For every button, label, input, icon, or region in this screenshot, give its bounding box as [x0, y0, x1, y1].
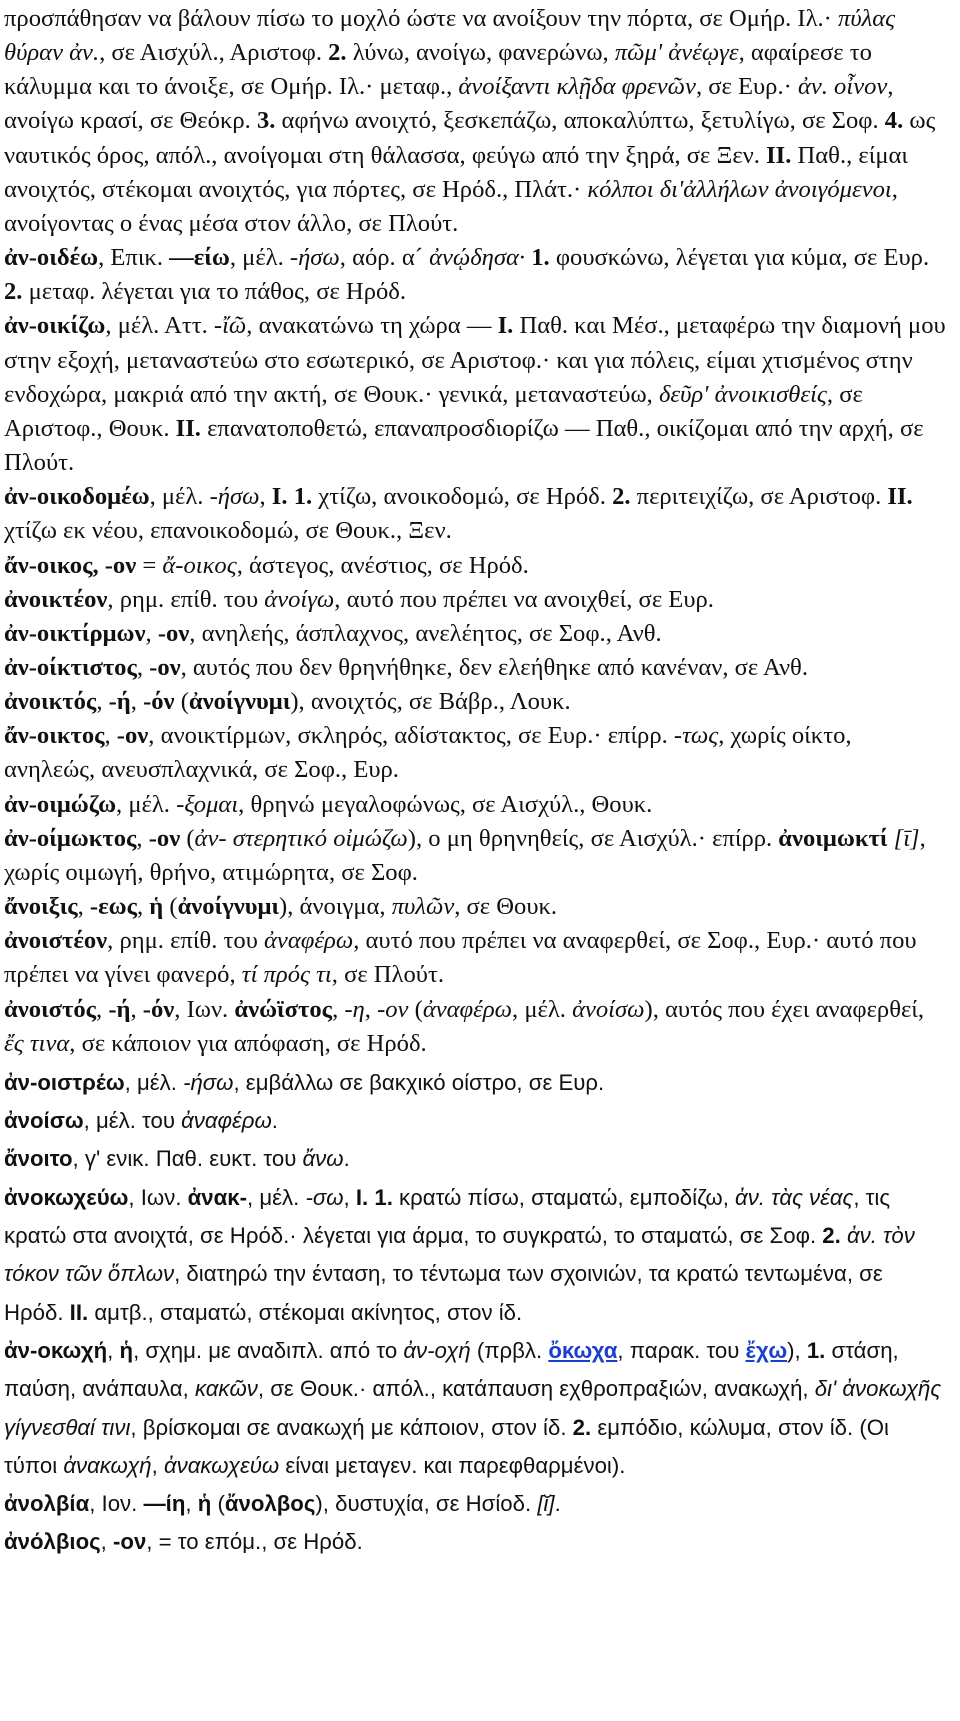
- entry-text: προσπάθησαν να βάλουν πίσω το μοχλό ώστε να ανοίξουν την πόρτα, σε Ομήρ. Ιλ.· πύλας θύραν ἀν., σε Αισχύλ., Αριστοφ. 2. λύνω, ανοίγω, φανερώνω, πῶμ' ἀνέῳγε, αφαίρεσε το κάλυμμα και το άνοιξε, σε Ομήρ. Ιλ.· μεταφ., ἀνοίξαντι κλῇδα φρενῶν, σε Ευρ.· ἀν. οἶνον, ανοίγω κρασί, σε Θεόκρ. 3. αφήνω ανοιχτό, ξεσκεπάζω, αποκαλύπτω, ξετυλίγω, σε Σοφ. 4. ως ναυτικός όρος, απόλ., ανοίγομαι στη θάλασσα, φεύγω από την ξηρά, σε Ξεν. II. Παθ., είμαι ανοιχτός, στέκομαι ανοιχτός, για πόρτες, σε Ηρόδ., Πλάτ.· κόλποι δι'ἀλλήλων ἀνοιγόμενοι, ανοίγοντας ο ένας μέσα στον άλλο, σε Πλούτ.: [4, 5, 936, 237]
- entry-an-oimoktos: [4, 822, 946, 890]
- entry-anoikteon: [4, 583, 946, 617]
- entry-anoisteon: [4, 924, 946, 992]
- entry-text: ἄνοιτο, γ' ενικ. Παθ. ευκτ. του ἄνω.: [4, 1146, 350, 1172]
- entry-text: ἀν-οικοδομέω, μέλ. -ήσω, I. 1. χτίζω, ανοικοδομώ, σε Ηρόδ. 2. περιτειχίζω, σε Αριστοφ. II. χτίζω εκ νέου, επανοικοδομώ, σε Θουκ., Ξεν.: [4, 483, 913, 545]
- entry-an-oistreo: [4, 1064, 946, 1102]
- entry-text: ἄν-οικτος, -ον, ανοικτίρμων, σκληρός, αδίστακτος, σε Ευρ.· επίρρ. -τως, χωρίς οίκτο, ανηλεώς, ανευσπλαχνικά, σε Σοφ., Ευρ.: [4, 722, 852, 784]
- dictionary-entries-serif: [4, 2, 946, 1061]
- entry-text: ἀνοιστέον, ρημ. επίθ. του ἀναφέρω, αυτό που πρέπει να αναφερθεί, σε Σοφ., Ευρ.· αυτό που πρέπει να γίνει φανερό, τί πρός τι, σε Πλούτ.: [4, 927, 917, 989]
- entry-text: ἀν-οικίζω, μέλ. Αττ. -ἴῶ, ανακατώνω τη χώρα — I. Παθ. και Μέσ., μεταφέρω την διαμονή μου στην εξοχή, μεταναστεύω στο εσωτερικό, σε Αριστοφ.· και για πόλεις, είμαι χτισμένος στην ενδοχώρα, μακριά από την ακτή, σε Θουκ.· γενικά, μεταναστεύω, δεῦρ' ἀνοικισθείς, σε Αριστοφ., Θουκ. II. επανατοποθετώ, επαναπροσδιορίζω — Παθ., οικίζομαι από την αρχή, σε Πλούτ.: [4, 312, 946, 477]
- entry-text: ἀνοιστός, -ή, -όν, Ιων. ἀνώϊστος, -η, -ον (ἀναφέρω, μέλ. ἀνοίσω), αυτός που έχει αναφερθεί, ἔς τινα, σε κάποιον για απόφαση, σε Ηρόδ.: [4, 995, 925, 1057]
- entry-text: ἀν-οιδέω, Επικ. —είω, μέλ. -ήσω, αόρ. α´ ἀνῴδησα· 1. φουσκώνω, λέγεται για κύμα, σε Ευρ. 2. μεταφ. λέγεται για το πάθος, σε Ηρόδ.: [4, 244, 930, 306]
- entry-text: ἀν-οίκτιστος, -ον, αυτός που δεν θρηνήθηκε, δεν ελεήθηκε από κανέναν, σε Ανθ.: [4, 653, 808, 681]
- entry-an-oikizo: [4, 309, 946, 480]
- entry-an-oiktistos: [4, 651, 946, 685]
- entry-text: ἄνοιξις, -εως, ἡ (ἀνοίγνυμι), άνοιγμα, πυλῶν, σε Θουκ.: [4, 893, 558, 921]
- entry-text: ἀνόλβιος, -ον, = το επόμ., σε Ηρόδ.: [4, 1529, 363, 1555]
- entry-an-oiktirmon: [4, 617, 946, 651]
- link-okoxa[interactable]: ὄκωχα: [548, 1337, 618, 1363]
- entry-an-okoxe: [4, 1332, 946, 1485]
- entry-anoiso: [4, 1102, 946, 1140]
- entry-text: ἀν-οίμωκτος, -ον (ἀν- στερητικό οἰμώζω), ο μη θρηνηθείς, σε Αισχύλ.· επίρρ. ἀνοιμωκτί [ῑ], χωρίς οιμωγή, θρήνο, ατιμώρητα, σε Σοφ.: [4, 824, 926, 886]
- entry-text: ἀνοικτέον, ρημ. επίθ. του ἀνοίγω, αυτό που πρέπει να ανοιχθεί, σε Ευρ.: [4, 585, 714, 613]
- entry-anoiktos: [4, 685, 946, 719]
- entry-text: ἀν-οικτίρμων, -ον, ανηλεής, άσπλαχνος, ανελέητος, σε Σοφ., Ανθ.: [4, 619, 662, 647]
- entry-text: ἀνοκωχεύω, Ιων. ἀνακ-, μέλ. -σω, I. 1. κρατώ πίσω, σταματώ, εμποδίζω, ἀν. τὰς νέας, τις κρατώ στα ανοιχτά, σε Ηρόδ.· λέγεται για άρμα, το συγκρατώ, το σταματώ, σε Σοφ. 2. ἀν. τὸν τόκον τῶν ὅπλων, διατηρώ την ένταση, το τέντωμα των σχοινιών, τα κρατώ τεντωμένα, σε Ηρόδ. II. αμτβ., σταματώ, στέκομαι ακίνητος, στον ίδ.: [4, 1184, 915, 1325]
- entry-anolbios: [4, 1523, 946, 1561]
- entry-anoixis: [4, 890, 946, 924]
- entry-anolbia: [4, 1485, 946, 1523]
- entry-an-oiktos: [4, 719, 946, 787]
- entry-text: ἀνοικτός, -ή, -όν (ἀνοίγνυμι), ανοιχτός, σε Βάβρ., Λουκ.: [4, 688, 571, 716]
- entry-an-oikodomeo: [4, 480, 946, 548]
- link-echo[interactable]: ἔχω: [745, 1337, 788, 1363]
- entry-text: ἀν-οκωχή, ἡ, σχημ. με αναδιπλ. από το ἀν-οχή (πρβλ. ὄκωχα, παρακ. του ἔχω), 1. στάση, παύση, ανάπαυλα, κακῶν, σε Θουκ.· απόλ., κατάπαυση εχθροπραξιών, ανακωχή, δι' ἀνοκωχῆς γίγνεσθαί τινι, βρίσκομαι σε ανακωχή με κάποιον, στον ίδ. 2. εμπόδιο, κώλυμα, στον ίδ. (Οι τύποι ἀνακωχή, ἀνακωχεύω είναι μεταγεν. και παρεφθαρμένοι).: [4, 1337, 942, 1478]
- entry-an-oikos: [4, 549, 946, 583]
- entry-text: ἀν-οιστρέω, μέλ. -ήσω, εμβάλλω σε βακχικό οίστρο, σε Ευρ.: [4, 1069, 605, 1095]
- entry-text: ἀν-οιμώζω, μέλ. -ξομαι, θρηνώ μεγαλοφώνως, σε Αισχύλ., Θουκ.: [4, 790, 653, 818]
- entry-an-oimozo: [4, 788, 946, 822]
- entry-an-oideo: [4, 241, 946, 309]
- entry-continuation: [4, 2, 946, 241]
- dictionary-entries-sans: [4, 1064, 946, 1562]
- entry-text: ἀνολβία, Ιον. —ίη, ἡ (ἄνολβος), δυστυχία, σε Ησίοδ. [ῐ].: [4, 1491, 561, 1517]
- entry-text: ἄν-οικος, -ον = ἄ-οικος, άστεγος, ανέστιος, σε Ηρόδ.: [4, 551, 529, 579]
- entry-anoistos: [4, 993, 946, 1061]
- entry-text: ἀνοίσω, μέλ. του ἀναφέρω.: [4, 1108, 278, 1134]
- entry-anokoxeuo: [4, 1179, 946, 1332]
- entry-anoito: [4, 1140, 946, 1178]
